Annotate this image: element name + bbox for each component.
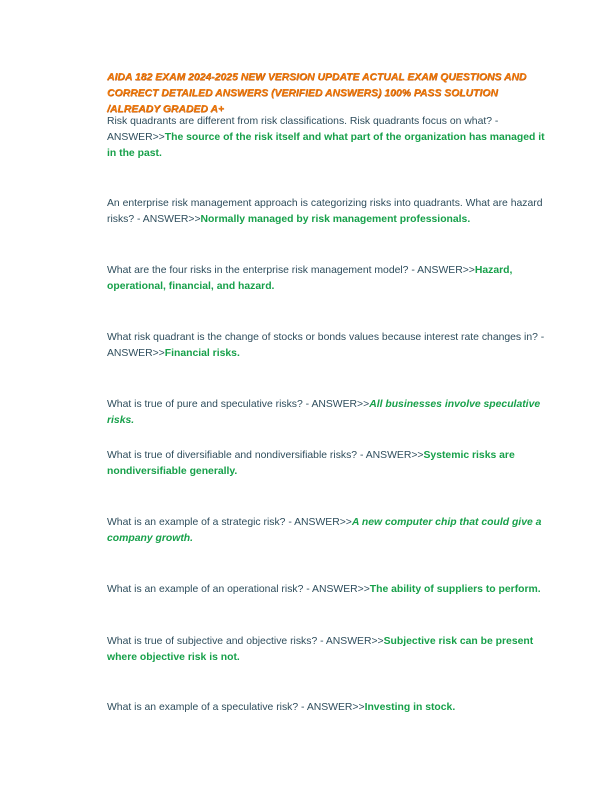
- answer-text: Financial risks.: [164, 348, 240, 359]
- qa-item-10: [107, 700, 547, 716]
- qa-item-3: [107, 263, 547, 295]
- qa-item-8: [107, 582, 547, 598]
- question-text: What are the four risks in the enterprise risk management model? - ANSWER>>: [107, 265, 475, 276]
- question-text: What is true of diversifiable and nondiversifiable risks? - ANSWER>>: [107, 450, 424, 461]
- qa-item-7: [107, 515, 547, 547]
- qa-item-1: [107, 114, 547, 162]
- question-text: What is true of pure and speculative risks? - ANSWER>>: [107, 399, 370, 410]
- answer-text: Hazard, operational, financial, and hazard.: [107, 265, 513, 292]
- answer-text: The ability of suppliers to perform.: [369, 584, 541, 595]
- qa-item-4: [107, 330, 547, 362]
- question-text: Risk quadrants are different from risk classifications. Risk quadrants focus on what? - ANSWER>>: [107, 116, 499, 143]
- question-text: What is true of subjective and objective risks? - ANSWER>>: [107, 636, 384, 647]
- qa-item-6: [107, 448, 547, 480]
- question-text: What is an example of a strategic risk? - ANSWER>>: [107, 517, 352, 528]
- answer-text: The source of the risk itself and what part of the organization has managed it in the past.: [107, 132, 545, 159]
- question-text: What risk quadrant is the change of stocks or bonds values because interest rate changes in? - ANSWER>>: [107, 332, 545, 359]
- answer-text: Subjective risk can be present where objective risk is not.: [107, 636, 534, 663]
- question-text: An enterprise risk management approach is categorizing risks into quadrants. What are hazard risks? - ANSWER>>: [107, 198, 543, 225]
- answer-text: Normally managed by risk management professionals.: [200, 214, 471, 225]
- qa-item-5: [107, 397, 547, 429]
- qa-item-2: [107, 196, 547, 228]
- question-text: What is an example of an operational risk? - ANSWER>>: [107, 584, 370, 595]
- answer-text: A new computer chip that could give a company growth.: [107, 517, 542, 544]
- answer-text: Systemic risks are nondiversifiable generally.: [107, 450, 515, 477]
- answer-text: Investing in stock.: [364, 702, 456, 713]
- document-title: AIDA 182 EXAM 2024-2025 NEW VERSION UPDATE ACTUAL EXAM QUESTIONS AND CORRECT DETAILED ANSWERS (VERIFIED ANSWERS) 100% PASS SOLUTION /ALREADY GRADED A+: [107, 72, 527, 115]
- question-text: What is an example of a speculative risk? - ANSWER>>: [107, 702, 365, 713]
- answer-text: All businesses involve speculative risks.: [107, 399, 541, 426]
- qa-item-9: [107, 634, 547, 666]
